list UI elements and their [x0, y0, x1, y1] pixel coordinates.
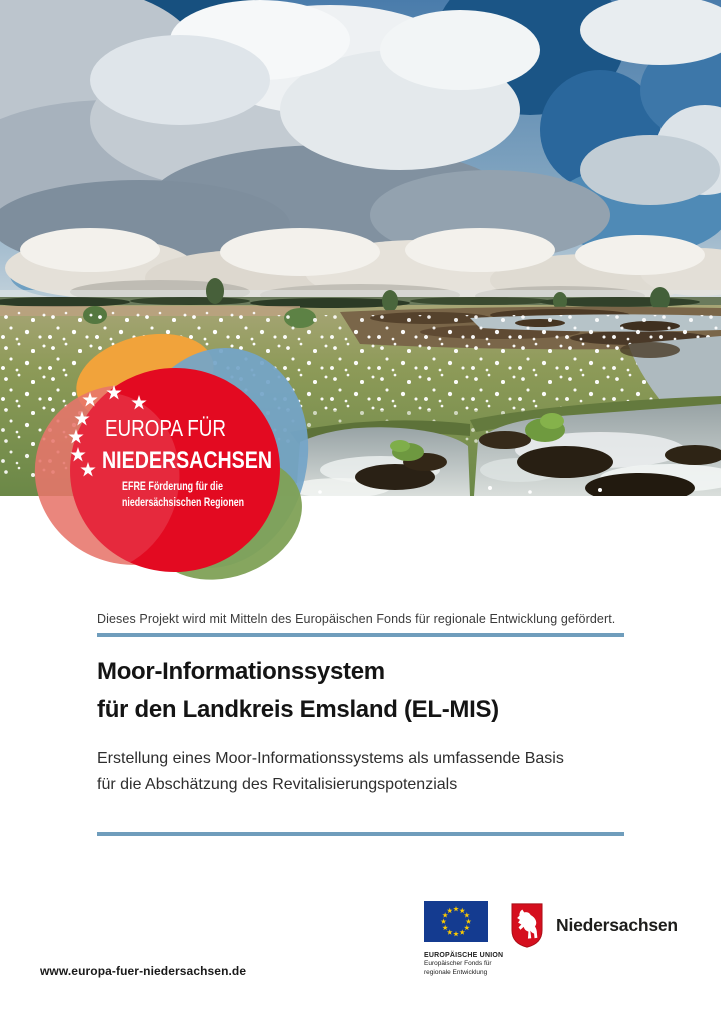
eu-logo-captions	[424, 951, 504, 977]
logo-subtitle-line1: EFRE Förderung für die	[122, 481, 223, 493]
eu-caption-line2: Europäischer Fonds für	[424, 960, 492, 967]
page-subtitle	[97, 746, 657, 798]
divider-top	[97, 633, 624, 637]
footer-website: www.europa-fuer-niedersachsen.de	[40, 964, 247, 978]
eu-caption-line1: EUROPÄISCHE UNION	[424, 952, 504, 959]
page-title	[97, 653, 697, 729]
divider-bottom	[97, 832, 624, 836]
page-subtitle-line1: Erstellung eines Moor-Informationssystems als umfassende Basis	[97, 750, 564, 767]
niedersachsen-logo	[509, 902, 678, 949]
clouds	[0, 0, 721, 306]
eu-caption-line3: regionale Entwicklung	[424, 968, 488, 976]
eu-flag-icon	[424, 901, 488, 942]
logo-subtitle-line2: niedersächsischen Regionen	[122, 497, 244, 509]
eu-logo	[424, 901, 504, 977]
logo-title-line1: EUROPA FÜR	[105, 415, 226, 441]
funding-note: Dieses Projekt wird mit Mitteln des Europäischen Fonds für regionale Entwicklung gefördert.	[97, 612, 616, 626]
logo-title-line2: NIEDERSACHSEN	[102, 447, 272, 474]
niedersachsen-label: Niedersachsen	[556, 915, 678, 935]
page-title-line2: für den Landkreis Emsland (EL-MIS)	[97, 696, 499, 723]
logo-badge-svg	[28, 333, 318, 583]
page-title-line1: Moor-Informationssystem	[97, 658, 385, 685]
europa-niedersachsen-logo	[28, 333, 318, 583]
page-subtitle-line2: für die Abschätzung des Revitalisierungspotenzials	[97, 776, 458, 793]
niedersachsen-shield-icon	[509, 902, 545, 949]
